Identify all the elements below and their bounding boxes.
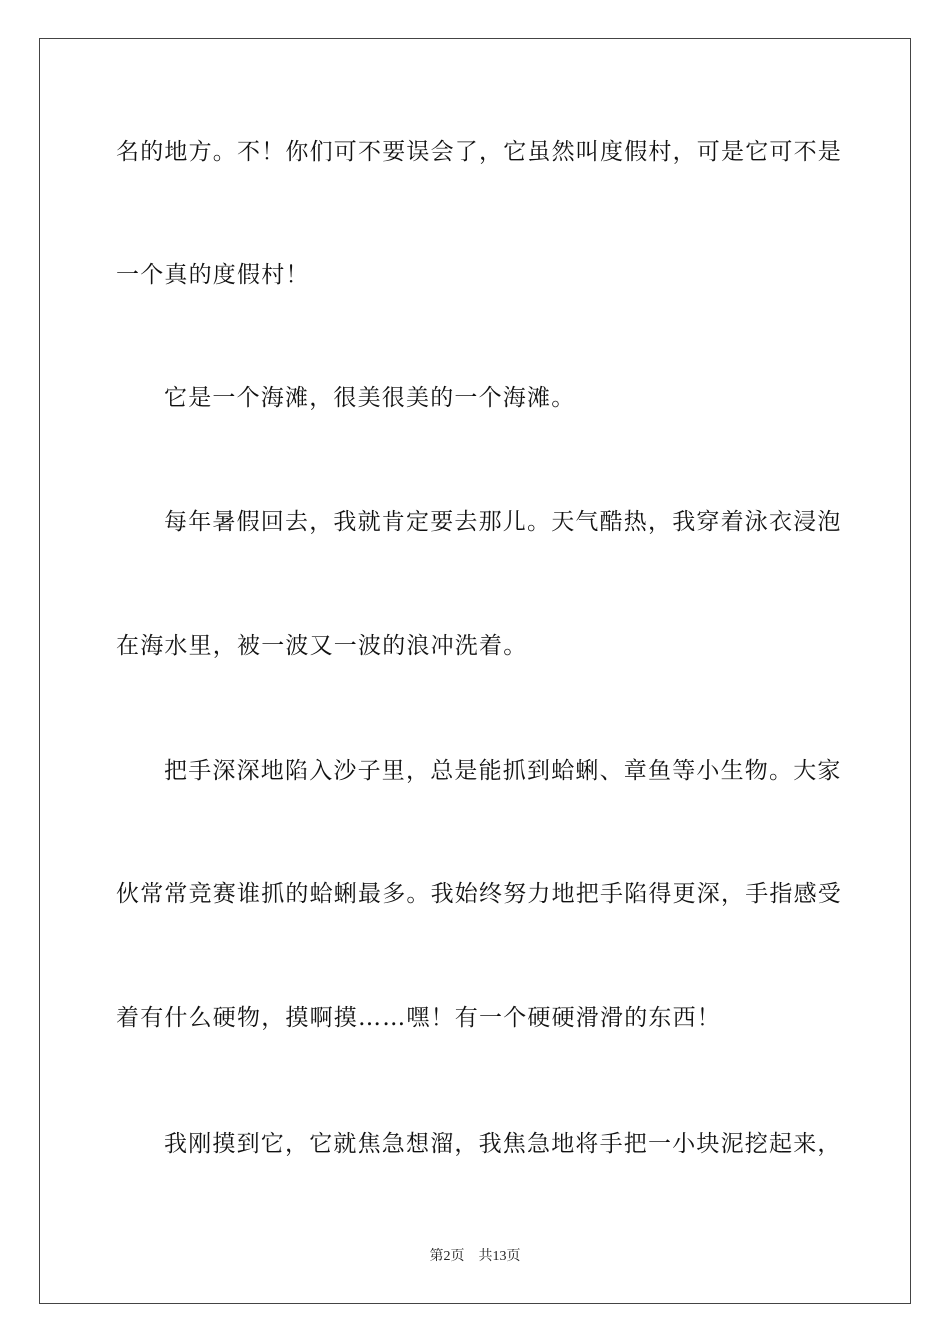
- text-line: 在海水里，被一波又一波的浪冲洗着。: [116, 633, 528, 659]
- text-line: 名的地方。不！你们可不要误会了，它虽然叫度假村，可是它可不是: [116, 139, 842, 165]
- paragraph-start-line: 我刚摸到它，它就焦急想溜，我焦急地将手把一小块泥挖起来，: [164, 1131, 842, 1157]
- paragraph-start-line: 把手深深地陷入沙子里，总是能抓到蛤蜊、章鱼等小生物。大家: [164, 758, 842, 784]
- text-line: 伙常常竞赛谁抓的蛤蜊最多。我始终努力地把手陷得更深，手指感受: [116, 881, 842, 907]
- page-footer: [0, 1247, 950, 1266]
- paragraph-start-line: 它是一个海滩，很美很美的一个海滩。: [164, 385, 576, 411]
- paragraph-start-line: 每年暑假回去，我就肯定要去那儿。天气酷热，我穿着泳衣浸泡: [164, 509, 842, 535]
- text-line: 着有什么硬物，摸啊摸……嘿！有一个硬硬滑滑的东西！: [116, 1005, 721, 1031]
- page-border: [39, 38, 911, 1304]
- text-line: 一个真的度假村！: [116, 262, 310, 288]
- page-number: 第2页: [429, 1249, 465, 1264]
- total-pages: 共13页: [478, 1249, 521, 1264]
